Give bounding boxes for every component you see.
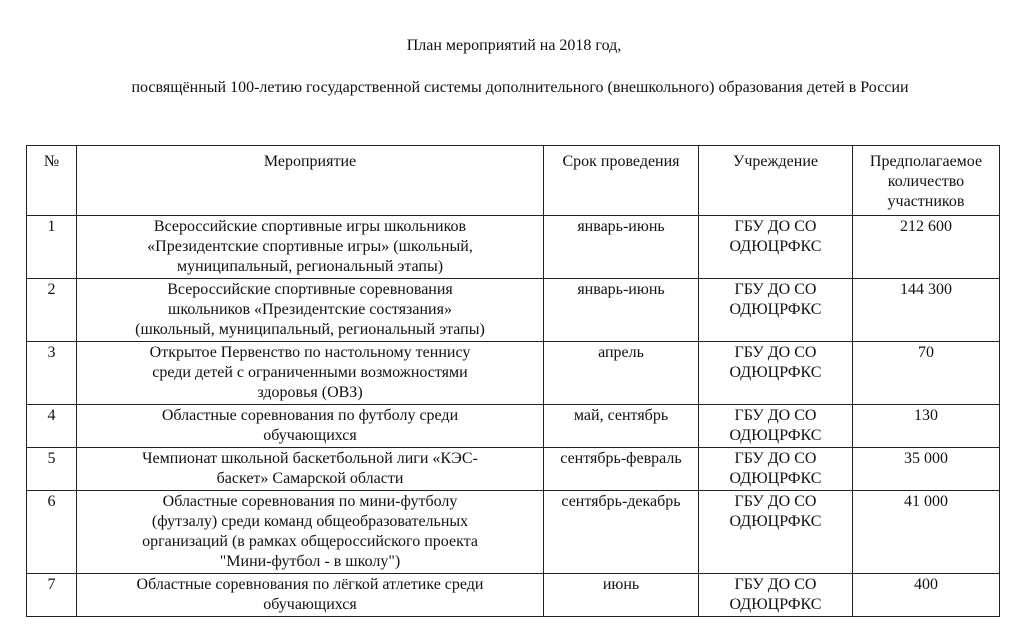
table-row xyxy=(27,491,1000,574)
row-count: 212 600 xyxy=(853,216,1000,279)
row-date: июнь xyxy=(544,574,699,617)
row-num: 2 xyxy=(27,279,77,342)
row-num: 4 xyxy=(27,405,77,448)
row-org: ГБУ ДО СО ОДЮЦРФКС xyxy=(699,574,853,617)
table-row xyxy=(27,342,1000,405)
table-header-row xyxy=(27,146,1000,216)
row-org: ГБУ ДО СО ОДЮЦРФКС xyxy=(699,448,853,491)
row-event: Чемпионат школьной баскетбольной лиги «КЭС- баскет» Самарской области xyxy=(77,448,544,491)
header-count: Предполагаемое количество участников xyxy=(853,146,1000,216)
row-num: 1 xyxy=(27,216,77,279)
table-row xyxy=(27,448,1000,491)
row-event: Областные соревнования по футболу среди обучающихся xyxy=(77,405,544,448)
row-event: Открытое Первенство по настольному теннису среди детей с ограниченными возможностями здоровья (ОВЗ) xyxy=(77,342,544,405)
row-event: Областные соревнования по мини-футболу (футзалу) среди команд общеобразовательных организаций (в рамках общероссийского проекта "Мини-футбол - в школу") xyxy=(77,491,544,574)
document-title: План мероприятий на 2018 год, xyxy=(406,37,622,54)
row-count: 400 xyxy=(853,574,1000,617)
row-date: сентябрь-декабрь xyxy=(544,491,699,574)
row-event: Всероссийские спортивные соревнования школьников «Президентские состязания» (школьный, муниципальный, региональный этапы) xyxy=(77,279,544,342)
row-date: май, сентябрь xyxy=(544,405,699,448)
row-count: 41 000 xyxy=(853,491,1000,574)
row-count: 130 xyxy=(853,405,1000,448)
row-date: январь-июнь xyxy=(544,279,699,342)
row-date: апрель xyxy=(544,342,699,405)
row-event: Всероссийские спортивные игры школьников «Президентские спортивные игры» (школьный, муниципальный, региональный этапы) xyxy=(77,216,544,279)
events-table xyxy=(26,145,1000,617)
table-row xyxy=(27,279,1000,342)
row-event: Областные соревнования по лёгкой атлетике среди обучающихся xyxy=(77,574,544,617)
row-org: ГБУ ДО СО ОДЮЦРФКС xyxy=(699,342,853,405)
row-count: 70 xyxy=(853,342,1000,405)
row-num: 3 xyxy=(27,342,77,405)
header-org: Учреждение xyxy=(699,146,853,216)
row-org: ГБУ ДО СО ОДЮЦРФКС xyxy=(699,491,853,574)
header-num: № xyxy=(27,146,77,216)
row-num: 6 xyxy=(27,491,77,574)
row-count: 144 300 xyxy=(853,279,1000,342)
row-org: ГБУ ДО СО ОДЮЦРФКС xyxy=(699,216,853,279)
row-org: ГБУ ДО СО ОДЮЦРФКС xyxy=(699,405,853,448)
table-row xyxy=(27,405,1000,448)
table-row xyxy=(27,574,1000,617)
row-num: 7 xyxy=(27,574,77,617)
row-date: январь-июнь xyxy=(544,216,699,279)
table-row xyxy=(27,216,1000,279)
document-subtitle: посвящённый 100-летию государственной системы дополнительного (внешкольного) образования детей в России xyxy=(131,79,909,96)
header-date: Срок проведения xyxy=(544,146,699,216)
row-date: сентябрь-февраль xyxy=(544,448,699,491)
row-num: 5 xyxy=(27,448,77,491)
row-count: 35 000 xyxy=(853,448,1000,491)
header-event: Мероприятие xyxy=(77,146,544,216)
row-org: ГБУ ДО СО ОДЮЦРФКС xyxy=(699,279,853,342)
